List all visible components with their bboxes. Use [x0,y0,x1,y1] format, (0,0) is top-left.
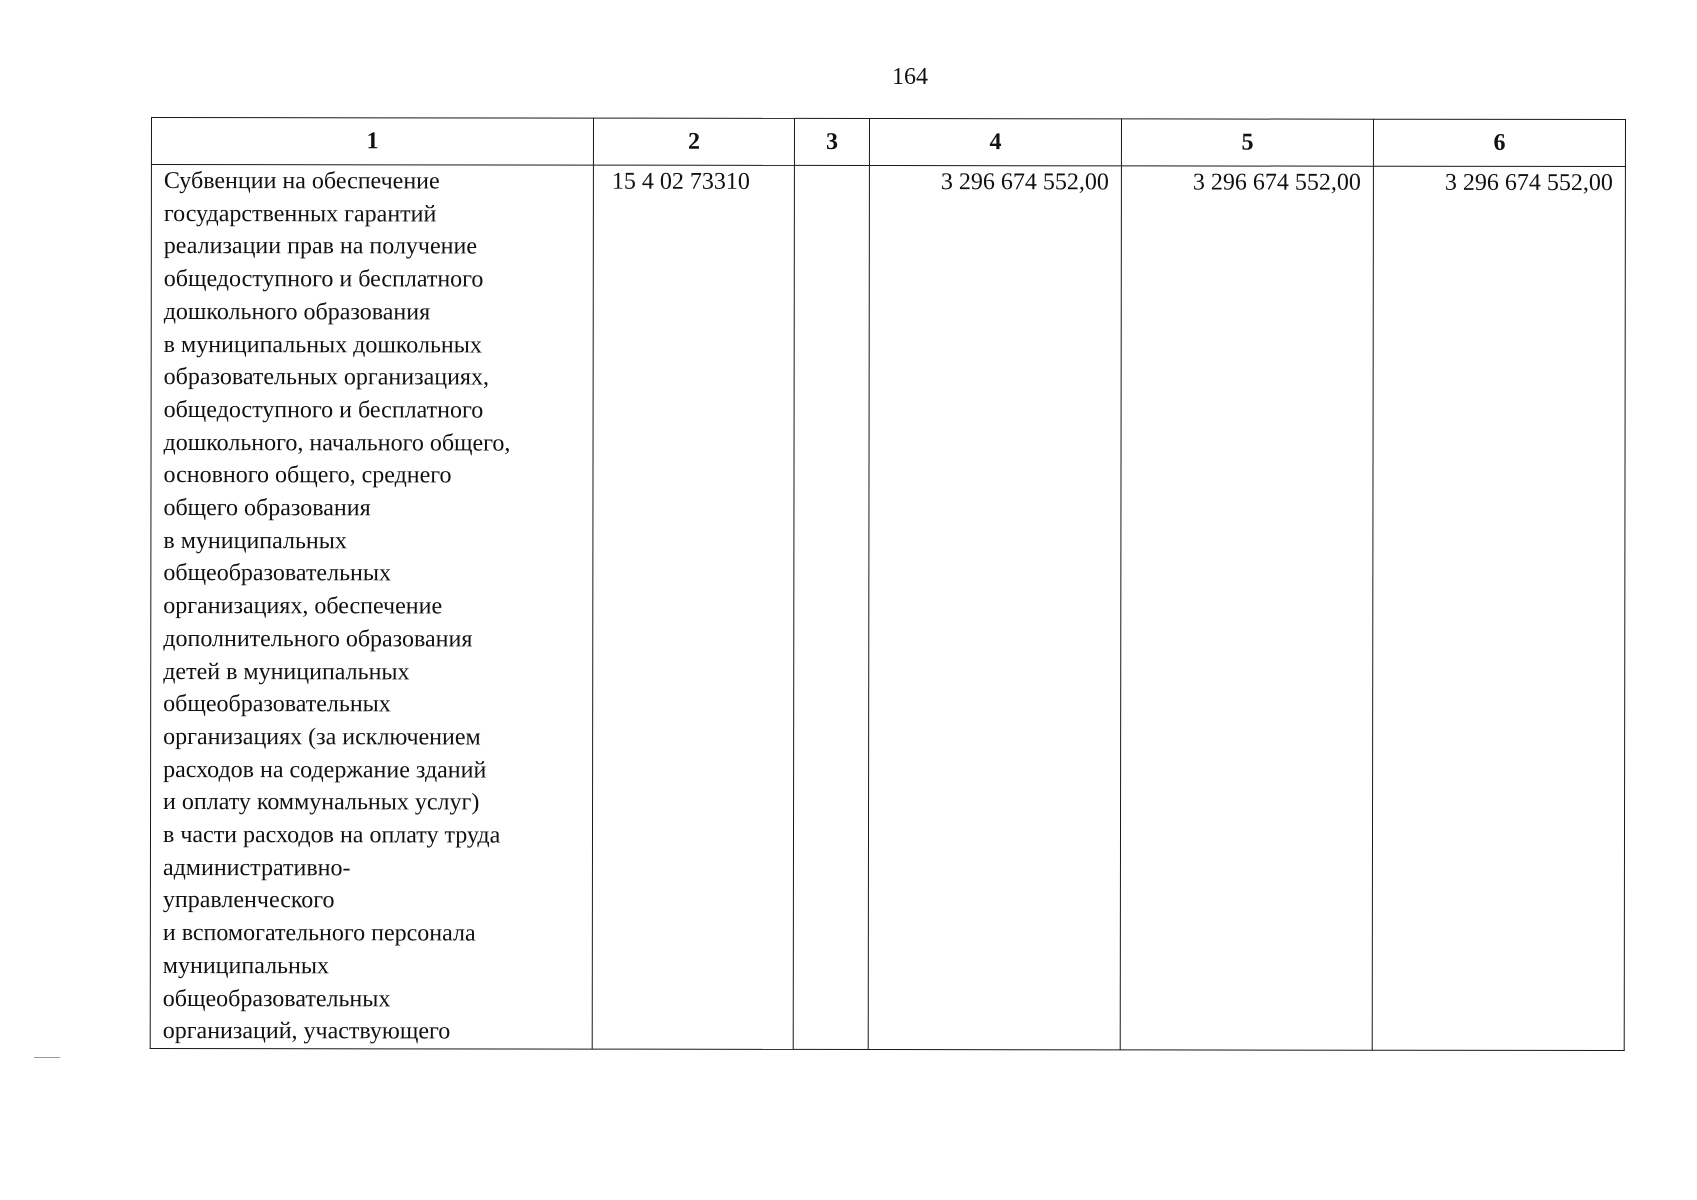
column-3-cell [793,165,869,1049]
description-line: дополнительного образования [163,625,473,653]
description-line: общедоступного и бесплатного [163,396,484,424]
column-header-1: 1 [151,118,593,166]
description-line: реализации прав на получение [163,233,478,260]
description-line: Субвенции на обеспечение [163,168,440,195]
column-header-5: 5 [1121,119,1373,166]
description-line: общеобразовательных [163,560,392,587]
description-line: дошкольного образования [163,298,431,326]
budget-table [150,117,1626,1051]
description-line: в муниципальных [163,527,347,555]
description-line: и оплату коммунальных услуг) [163,789,480,816]
description-line: общеобразовательных [162,985,391,1012]
description-line: муниципальных [162,952,330,980]
description-line: в части расходов на оплату труда [162,822,501,849]
column-header-4: 4 [869,119,1121,166]
description-line: организациях, обеспечение [163,593,443,620]
description-line: общедоступного и бесплатного [163,266,484,293]
description-line: образовательных организациях, [163,364,489,391]
budget-code-cell: 15 4 02 73310 [592,165,794,1049]
page-number: 164 [892,64,928,90]
description-line: в муниципальных дошкольных [163,331,482,358]
column-header-6: 6 [1373,119,1625,166]
description-line: административно- [162,854,351,882]
description-cell [150,165,593,1050]
scan-artifact [34,1057,60,1058]
amount-cell-4: 3 296 674 552,00 [868,166,1121,1050]
description-line: и вспомогательного персонала [162,920,476,947]
description-line: основного общего, среднего [163,462,452,489]
description-line: детей в муниципальных [163,658,410,685]
amount-cell-6: 3 296 674 552,00 [1372,166,1625,1050]
table-row [150,165,1625,1051]
description-line: общеобразовательных [163,691,391,718]
description-line: общего образования [163,495,371,522]
description-line: расходов на содержание зданий [163,756,487,784]
description-line: государственных гарантий [163,200,437,228]
description-line: дошкольного, начального общего, [163,429,511,457]
column-header-3: 3 [794,118,869,165]
description-line: управленческого [162,887,335,914]
table-header-row [151,118,1625,167]
description-line: организаций, участвующего [162,1018,451,1045]
column-header-2: 2 [593,118,794,165]
amount-cell-5: 3 296 674 552,00 [1120,166,1373,1050]
description-line: организациях (за исключением [163,723,481,751]
